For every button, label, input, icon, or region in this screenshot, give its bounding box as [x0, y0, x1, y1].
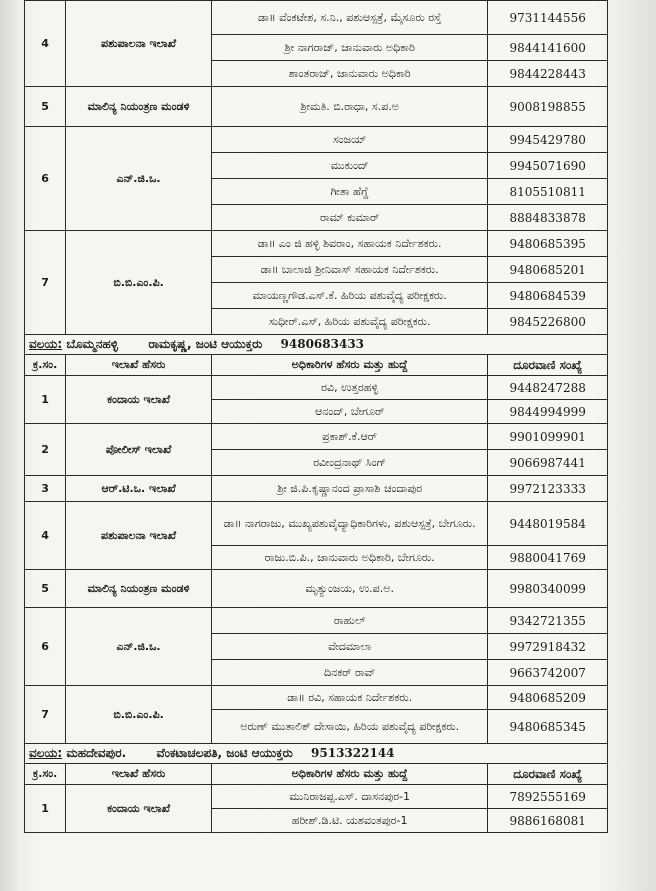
header-serial: ಕ್ರ.ಸಂ. [25, 355, 66, 376]
table-row [25, 608, 608, 634]
phone-number-cell: 9480685201 [488, 257, 608, 283]
zone-phone: 9480683433 [280, 337, 365, 351]
serial-number-cell: 6 [25, 608, 66, 686]
serial-number-cell: 7 [25, 686, 66, 744]
officer-name-cell: ರಾಮ್ ಕುಮಾರ್ [211, 205, 487, 231]
serial-number-cell: 6 [25, 127, 66, 231]
officer-name-cell: ರಾಹುಲ್ [211, 608, 487, 634]
phone-number-cell: 9880041769 [488, 546, 608, 570]
officer-name-cell: ಶ್ರೀ ನಾಗರಾಜ್, ಜಾನುವಾರು ಅಧಿಕಾರಿ [211, 35, 487, 61]
table-row [25, 87, 608, 127]
phone-number-cell: 9980340099 [488, 570, 608, 608]
phone-number-cell: 9663742007 [488, 660, 608, 686]
zone-place: ಬೊಮ್ಮನಹಳ್ಳಿ [66, 337, 118, 351]
phone-number-cell: 9480685395 [488, 231, 608, 257]
header-serial: ಕ್ರ.ಸಂ. [25, 764, 66, 785]
phone-number-cell: 9845226800 [488, 309, 608, 335]
table-row [25, 231, 608, 257]
officer-name-cell: ಮಾಯಣ್ಣಗೌಡ.ಎಸ್.ಕೆ. ಹಿರಿಯ ಪಶುವೈದ್ಯ ಪರೀಕ್ಷಕರು. [211, 283, 487, 309]
header-department: ಇಲಾಖೆ ಹೆಸರು [66, 764, 212, 785]
page-edge [0, 0, 20, 891]
officer-name-cell: ಶ್ರೀಮತಿ. ಬಿ.ರಾಧಾ, ಸ.ಪ.ಅ [211, 87, 487, 127]
officer-name-cell: ಡಾ॥ ವೆಂಕಟೇಶ, ಸ.ನಿ., ಪಶುಆಸ್ಪತ್ರೆ, ಮೈಸೂರು ರಸ್ತೆ [211, 1, 487, 35]
officer-name-cell: ರಾಜು.ಬಿ.ಪಿ., ಜಾನುವಾರು ಅಧಿಕಾರಿ, ಬೇಗೂರು. [211, 546, 487, 570]
table-row [25, 1, 608, 35]
phone-number-cell: 9008198855 [488, 87, 608, 127]
phone-number-cell: 9480684539 [488, 283, 608, 309]
page-shadow [600, 0, 656, 891]
serial-number-cell: 1 [25, 785, 66, 833]
phone-number-cell: 9844994999 [488, 400, 608, 424]
table-section-3 [24, 763, 608, 833]
officer-name-cell: ರವಿ, ಉತ್ತರಹಳ್ಳಿ [211, 376, 487, 400]
table-row [25, 502, 608, 546]
serial-number-cell: 1 [25, 376, 66, 424]
zone-place: ಮಹದೇವಪುರ. [66, 746, 127, 760]
zone-header-mahadevapura [24, 744, 608, 763]
table-row [25, 686, 608, 710]
table-section-1 [24, 0, 608, 335]
department-name-cell: ಮಾಲಿನ್ಯ ನಿಯಂತ್ರಣ ಮಂಡಳಿ [66, 87, 212, 127]
officer-name-cell: ದಿನಕರ್ ರಾವ್ [211, 660, 487, 686]
officer-name-cell: ಶ್ರೀ ಜಿ.ಪಿ.ಕೃಷ್ಣಾನಂದ ಪ್ರಾಸಾಶಿ ಚಂದಾಪುರ [211, 476, 487, 502]
department-name-cell: ಎನ್.ಜಿ.ಒ. [66, 127, 212, 231]
table-row [25, 570, 608, 608]
officer-name-cell: ಡಾ॥ ಎಂ ಜಿ ಹಳ್ಳಿ ಶಿವರಾಂ, ಸಹಾಯಕ ನಿರ್ದೇಶಕರು. [211, 231, 487, 257]
department-name-cell: ಎನ್.ಜಿ.ಒ. [66, 608, 212, 686]
officer-name-cell: ಹರೀಶ್.ಡಿ.ಟಿ. ಯಶವಂತಪುರ-1 [211, 809, 487, 833]
phone-number-cell: 9480685345 [488, 710, 608, 744]
department-name-cell: ಮಾಲಿನ್ಯ ನಿಯಂತ್ರಣ ಮಂಡಳಿ [66, 570, 212, 608]
table-row [25, 785, 608, 809]
table-header-row [25, 355, 608, 376]
table-row [25, 127, 608, 153]
phone-number-cell: 8884833878 [488, 205, 608, 231]
department-name-cell: ಬಿ.ಬಿ.ಎಂ.ಪಿ. [66, 686, 212, 744]
officer-name-cell: ಸಂಜಯ್ [211, 127, 487, 153]
serial-number-cell: 3 [25, 476, 66, 502]
phone-number-cell: 9480685209 [488, 686, 608, 710]
table-header-row [25, 764, 608, 785]
header-officer: ಅಧಿಕಾರಿಗಳ ಹೆಸರು ಮತ್ತು ಹುದ್ದೆ [211, 355, 487, 376]
phone-number-cell: 9945429780 [488, 127, 608, 153]
zone-label: ವಲಯ: [29, 337, 63, 351]
department-name-cell: ಆರ್.ಟಿ.ಒ. ಇಲಾಖೆ [66, 476, 212, 502]
phone-number-cell: 9844141600 [488, 35, 608, 61]
header-phone: ದೂರವಾಣಿ ಸಂಖ್ಯೆ [488, 355, 608, 376]
phone-number-cell: 9066987441 [488, 450, 608, 476]
contact-sheet [24, 0, 608, 833]
officer-name-cell: ಡಾ॥ ನಾಗರಾಜು, ಮುಖ್ಯಪಶುವೈದ್ಯಾಧಿಕಾರಿಗಳು, ಪಶುಆಸ್ಪತ್ರೆ, ಬೇಗೂರು. [211, 502, 487, 546]
zone-officer: ವೆಂಕಟಾಚಲಪತಿ, ಜಂಟಿ ಆಯುಕ್ತರು [156, 746, 293, 760]
table-section-2 [24, 354, 608, 744]
header-department: ಇಲಾಖೆ ಹೆಸರು [66, 355, 212, 376]
officer-name-cell: ಡಾ॥ ರವಿ, ಸಹಾಯಕ ನಿರ್ದೇಶಕರು. [211, 686, 487, 710]
officer-name-cell: ಮುಕುಂದ್ [211, 153, 487, 179]
department-name-cell: ಪಶುಪಾಲನಾ ಇಲಾಖೆ [66, 502, 212, 570]
officer-name-cell: ಡಾ॥ ಬಾಲಾಜಿ ಶ್ರೀನಿವಾಸ್ ಸಹಾಯಕ ನಿರ್ದೇಶಕರು. [211, 257, 487, 283]
table-row [25, 376, 608, 400]
officer-name-cell: ವೇದಮಾಲಾ [211, 634, 487, 660]
zone-label: ವಲಯ: [29, 746, 63, 760]
officer-name-cell: ಸುಧೀರ್.ಎಸ್, ಹಿರಿಯ ಪಶುವೈದ್ಯ ಪರೀಕ್ಷಕರು. [211, 309, 487, 335]
phone-number-cell: 9901099901 [488, 424, 608, 450]
phone-number-cell: 9945071690 [488, 153, 608, 179]
department-name-cell: ಕಂದಾಯ ಇಲಾಖೆ [66, 376, 212, 424]
officer-name-cell: ಅರುಣ್ ಮುತಾಲಿಕ್ ದೇಸಾಯಿ, ಹಿರಿಯ ಪಶುವೈದ್ಯ ಪರೀಕ್ಷಕರು. [211, 710, 487, 744]
phone-number-cell: 9844228443 [488, 61, 608, 87]
department-name-cell: ಬಿ.ಬಿ.ಎಂ.ಪಿ. [66, 231, 212, 335]
serial-number-cell: 5 [25, 87, 66, 127]
officer-name-cell: ಗೀತಾ ಹೆಗ್ಡೆ [211, 179, 487, 205]
phone-number-cell: 9886168081 [488, 809, 608, 833]
officer-name-cell: ಪ್ರಕಾಶ್.ಕೆ.ಆರ್ [211, 424, 487, 450]
serial-number-cell: 7 [25, 231, 66, 335]
phone-number-cell: 9448247288 [488, 376, 608, 400]
serial-number-cell: 4 [25, 1, 66, 87]
serial-number-cell: 5 [25, 570, 66, 608]
zone-phone: 9513322144 [311, 746, 395, 760]
serial-number-cell: 2 [25, 424, 66, 476]
phone-number-cell: 8105510811 [488, 179, 608, 205]
phone-number-cell: 9972918432 [488, 634, 608, 660]
phone-number-cell: 9731144556 [488, 1, 608, 35]
department-name-cell: ಕಂದಾಯ ಇಲಾಖೆ [66, 785, 212, 833]
officer-name-cell: ಮೃತ್ಯುಂಜಯ, ಉ.ಪ.ಅ. [211, 570, 487, 608]
department-name-cell: ಪೋಲೀಸ್ ಇಲಾಖೆ [66, 424, 212, 476]
officer-name-cell: ಆನಂದ್, ಬೇಗೂರ್ [211, 400, 487, 424]
officer-name-cell: ರವೀಂದ್ರನಾಥ್ ಸಿಂಗ್ [211, 450, 487, 476]
phone-number-cell: 9972123333 [488, 476, 608, 502]
phone-number-cell: 9448019584 [488, 502, 608, 546]
serial-number-cell: 4 [25, 502, 66, 570]
phone-number-cell: 7892555169 [488, 785, 608, 809]
header-phone: ದೂರವಾಣಿ ಸಂಖ್ಯೆ [488, 764, 608, 785]
zone-header-bommanahalli [24, 335, 608, 354]
table-row [25, 424, 608, 450]
officer-name-cell: ಮುನಿರಾಜಪ್ಪ.ಎಸ್. ದಾಸನಪುರ-1 [211, 785, 487, 809]
table-row [25, 476, 608, 502]
department-name-cell: ಪಶುಪಾಲನಾ ಇಲಾಖೆ [66, 1, 212, 87]
officer-name-cell: ಶಾಂತರಾಜ್, ಜಾನುವಾರು ಅಧಿಕಾರಿ [211, 61, 487, 87]
zone-officer: ರಾಮಕೃಷ್ಣ, ಜಂಟಿ ಆಯುಕ್ತರು [148, 337, 263, 351]
header-officer: ಅಧಿಕಾರಿಗಳ ಹೆಸರು ಮತ್ತು ಹುದ್ದೆ [211, 764, 487, 785]
phone-number-cell: 9342721355 [488, 608, 608, 634]
